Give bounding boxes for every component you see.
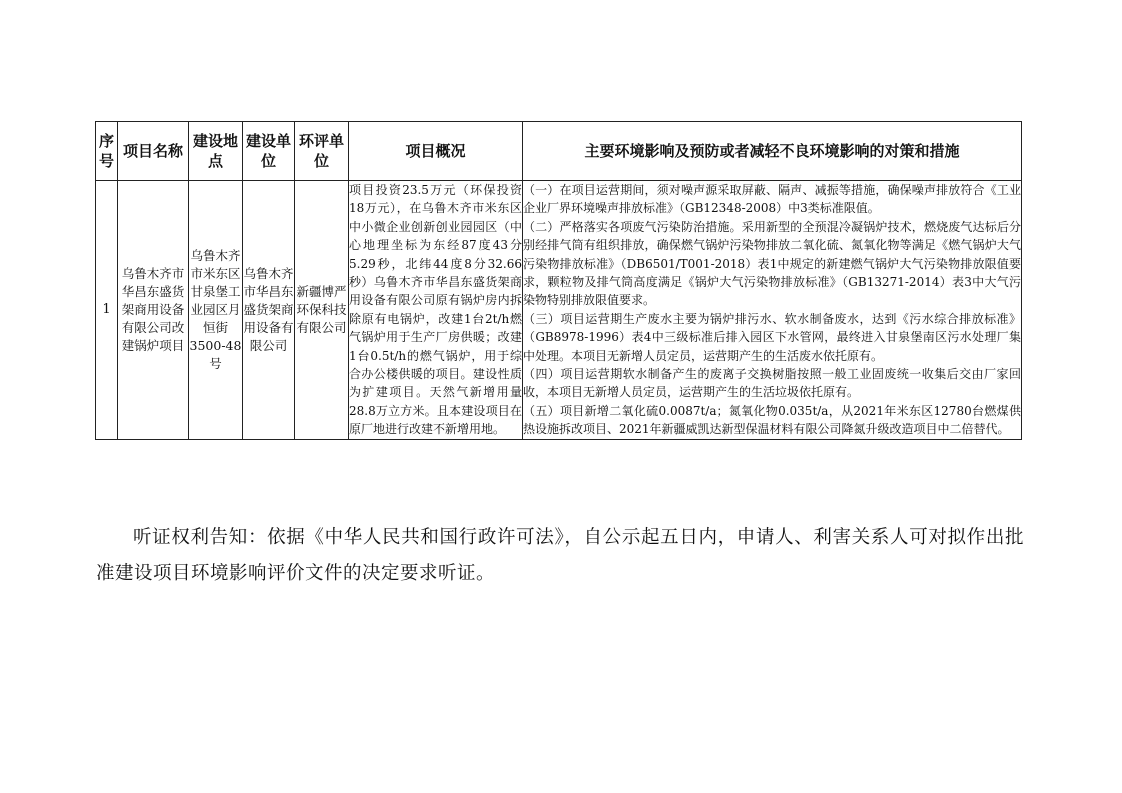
cell-measures — [523, 181, 1022, 440]
measure-item: （五）项目新增二氧化硫0.0087t/a；氮氧化物0.035t/a，从2021年米东区12780台燃煤供热设施拆改项目、2021年新疆威凯达新型保温材料有限公司降氮升级改造项目中二倍替代。 — [523, 403, 1021, 437]
cell-location: 乌鲁木齐市米东区甘泉堡工业园区月恒街3500-48号 — [189, 181, 243, 440]
cell-project-name: 乌鲁木齐市华昌东盛货架商用设备有限公司改建锅炉项目 — [118, 181, 189, 440]
header-unit: 建设单位 — [243, 122, 295, 181]
header-measures: 主要环境影响及预防或者减轻不良环境影响的对策和措施 — [523, 122, 1022, 181]
header-seq: 序号 — [96, 122, 118, 181]
cell-construction-unit: 乌鲁木齐市华昌东盛货架商用设备有限公司 — [243, 181, 295, 440]
measure-item: （三）项目运营期生产废水主要为锅炉排污水、软水制备废水，达到《污水综合排放标准》（GB8978-1996）表4中三级标准后排入园区下水管网，最终进入甘泉堡南区污水处理厂集中处理。本项目无新增人员定员，运营期产生的生活废水依托原有。 — [523, 311, 1021, 363]
header-overview: 项目概况 — [349, 122, 523, 181]
cell-eia-unit: 新疆博严环保科技有限公司 — [295, 181, 349, 440]
table-row — [96, 181, 1022, 440]
cell-overview: 项目投资23.5万元（环保投资18万元），在乌鲁木齐市米东区中小微企业创新创业园园区（中心地理坐标为东经87度43分5.29秒，北纬44度8分32.66秒）乌鲁木齐市华昌东盛货架商用设备有限公司原有锅炉房内拆除原有电锅炉，改建1台2t/h燃气锅炉用于生产厂房供暖；改建1台0.5t/h的燃气锅炉，用于综合办公楼供暖的项目。建设性质为扩建项目。天然气新增用量28.8万立方米。且本建设项目在原厂地进行改建不新增用地。 — [349, 181, 523, 440]
project-table — [95, 121, 1022, 440]
table-header-row — [96, 122, 1022, 181]
cell-seq: 1 — [96, 181, 118, 440]
measure-item: （一）在项目运营期间，须对噪声源采取屏蔽、隔声、减振等措施，确保噪声排放符合《工业企业厂界环境噪声排放标准》（GB12348-2008）中3类标准限值。 — [523, 183, 1021, 216]
measure-item: （二）严格落实各项废气污染防治措施。采用新型的全预混冷凝锅炉技术，燃烧废气达标后分别经排气筒有组织排放，确保燃气锅炉污染物排放二氧化硫、氮氧化物等满足《燃气锅炉大气污染物排放标准》（DB6501/T001-2018）表1中规定的新建燃气锅炉大气污染物排放限值要求，颗粒物及排气筒高度满足《锅炉大气污染物排放标准》（GB13271-2014）表3中大气污染物特别排放限值要求。 — [523, 219, 1021, 308]
header-name: 项目名称 — [118, 122, 189, 181]
header-eia-unit: 环评单位 — [295, 122, 349, 181]
header-location: 建设地点 — [189, 122, 243, 181]
hearing-rights-notice: 听证权利告知：依据《中华人民共和国行政许可法》，自公示起五日内，申请人、利害关系人可对拟作出批准建设项目环境影响评价文件的决定要求听证。 — [96, 527, 1024, 584]
measure-item: （四）项目运营期软水制备产生的废离子交换树脂按照一般工业固废统一收集后交由厂家回收，本项目无新增人员定员，运营期产生的生活垃圾依托原有。 — [523, 367, 1021, 400]
